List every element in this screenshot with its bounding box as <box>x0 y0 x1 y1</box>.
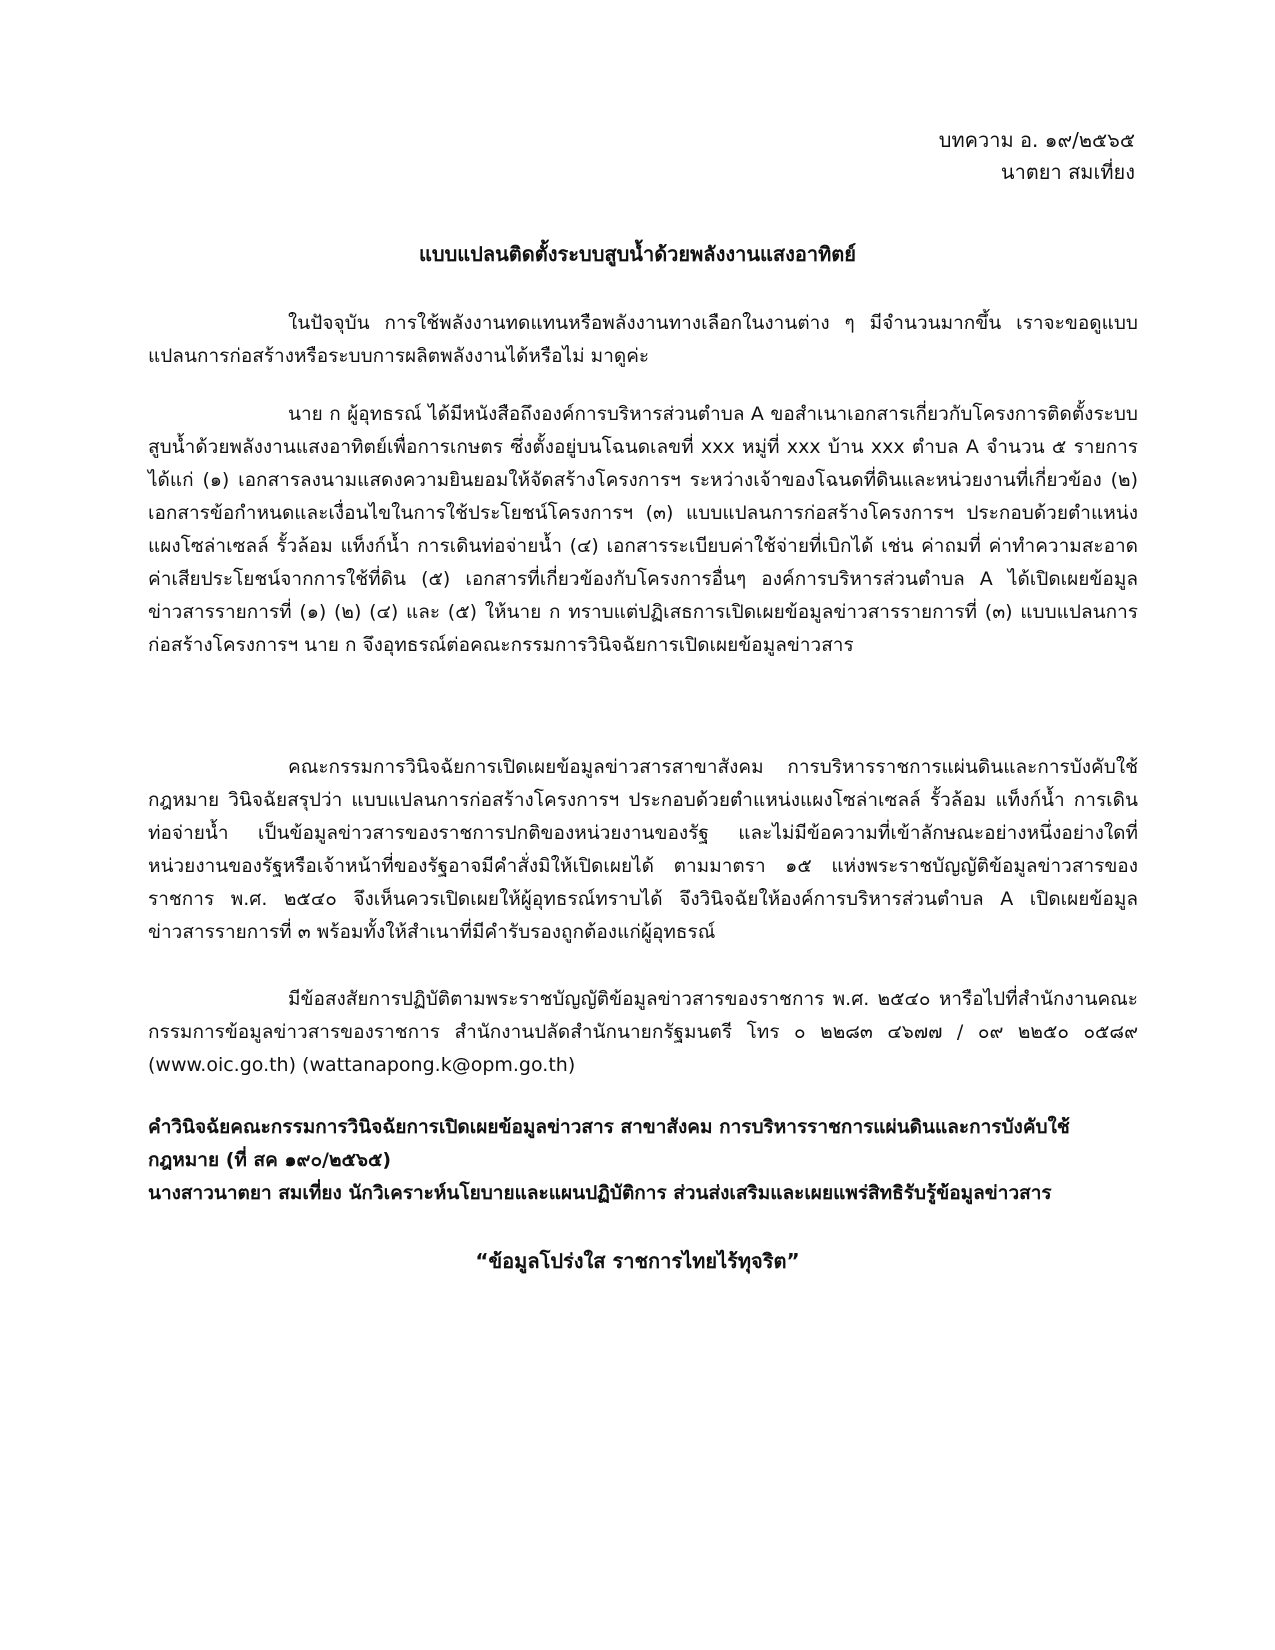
paragraph-text: คณะกรรมการวินิจฉัยการเปิดเผยข้อมูลข่าวสารสาขาสังคม การบริหารราชการแผ่นดินและการบังคับใช้กฎหมาย วินิจฉัยสรุปว่า แบบแปลนการก่อสร้างโครงการฯ ประกอบด้วยตำแหน่งแผงโซล่าเซลล์ รั้วล้อม แท็งก์น้ำ การเดินท่อจ่ายน้ำ เป็นข้อมูลข่าวสารของราชการปกติของหน่วยงานของรัฐ และไม่มีข้อความที่เข้าลักษณะอย่างหนึ่งอย่างใดที่หน่วยงานของรัฐหรือเจ้าหน้าที่ของรัฐอาจมีคำสั่งมิให้เปิดเผยได้ ตามมาตรา ๑๕ แห่งพระราชบัญญัติข้อมูลข่าวสารของราชการ พ.ศ. ๒๕๔๐ จึงเห็นควรเปิดเผยให้ผู้อุทธรณ์ทราบได้ จึงวินิจฉัยให้องค์การบริหารส่วนตำบล A เปิดเผยข้อมูลข่าวสารรายการที่ ๓ พร้อมทั้งให้สำเนาที่มีคำรับรองถูกต้องแก่ผู้อุทธรณ์ <box>148 756 1138 943</box>
paragraph-decision <box>148 751 1138 949</box>
paragraph-text: นาย ก ผู้อุทธรณ์ ได้มีหนังสือถึงองค์การบริหารส่วนตำบล A ขอสำเนาเอกสารเกี่ยวกับโครงการติดตั้งระบบสูบน้ำด้วยพลังงานแสงอาทิตย์เพื่อการเกษตร ซึ่งตั้งอยู่บนโฉนดเลขที่ xxx หมู่ที่ xxx บ้าน xxx ตำบล A จำนวน ๕ รายการ ได้แก่ (๑) เอกสารลงนามแสดงความยินยอมให้จัดสร้างโครงการฯ ระหว่างเจ้าของโฉนดที่ดินและหน่วยงานที่เกี่ยวข้อง (๒) เอกสารข้อกำหนดและเงื่อนไขในการใช้ประโยชน์โครงการฯ (๓) แบบแปลนการก่อสร้างโครงการฯ ประกอบด้วยตำแหน่งแผงโซล่าเซลล์ รั้วล้อม แท็งก์น้ำ การเดินท่อจ่ายน้ำ (๔) เอกสารระเบียบค่าใช้จ่ายที่เบิกได้ เช่น ค่าถมที่ ค่าทำความสะอาด ค่าเสียประโยชน์จากการใช้ที่ดิน (๕) เอกสารที่เกี่ยวข้องกับโครงการอื่นๆ องค์การบริหารส่วนตำบล A ได้เปิดเผยข้อมูลข่าวสารรายการที่ (๑) (๒) (๔) และ (๕) ให้นาย ก ทราบแต่ปฏิเสธการเปิดเผยข้อมูลข่าวสารรายการที่ (๓) แบบแปลนการก่อสร้างโครงการฯ นาย ก จึงอุทธรณ์ต่อคณะกรรมการวินิจฉัยการเปิดเผยข้อมูลข่าวสาร <box>148 403 1138 656</box>
paragraph-case-facts <box>148 398 1138 662</box>
ruling-reference: คำวินิจฉัยคณะกรรมการวินิจฉัยการเปิดเผยข้อมูลข่าวสาร สาขาสังคม การบริหารราชการแผ่นดินและการบังคับใช้กฎหมาย (ที่ สค ๑๙๐/๒๕๖๕) <box>148 1116 1070 1171</box>
paragraph-intro <box>148 307 1138 373</box>
paragraph-text: ในปัจจุบัน การใช้พลังงานทดแทนหรือพลังงานทางเลือกในงานต่าง ๆ มีจำนวนมากขึ้น เราจะขอดูแบบแปลนการก่อสร้างหรือระบบการผลิตพลังงานได้หรือไม่ มาดูค่ะ <box>148 312 1138 367</box>
author-short-name: นาตยา สมเที่ยง <box>1000 160 1135 184</box>
paragraph-contact <box>148 983 1138 1082</box>
document-title: แบบแปลนติดตั้งระบบสูบน้ำด้วยพลังงานแสงอาทิตย์ <box>418 242 856 266</box>
author-line: นางสาวนาตยา สมเที่ยง นักวิเคราะห์นโยบายและแผนปฏิบัติการ ส่วนส่งเสริมและเผยแพร่สิทธิรับรู้ข้อมูลข่าวสาร <box>148 1182 1052 1204</box>
slogan: “ข้อมูลโปร่งใส ราชการไทยไร้ทุจริต” <box>475 1249 800 1273</box>
document-header <box>939 124 1135 188</box>
paragraph-text: มีข้อสงสัยการปฏิบัติตามพระราชบัญญัติข้อมูลข่าวสารของราชการ พ.ศ. ๒๕๔๐ หารือไปที่สำนักงานคณะกรรมการข้อมูลข่าวสารของราชการ สำนักงานปลัดสำนักนายกรัฐมนตรี โทร ๐ ๒๒๘๓ ๔๖๗๗ / ๐๙ ๒๒๕๐ ๐๕๘๙ (www.oic.go.th) (wattanapong.k@opm.go.th) <box>148 988 1138 1076</box>
article-reference: บทความ อ. ๑๙/๒๕๖๕ <box>938 128 1135 152</box>
